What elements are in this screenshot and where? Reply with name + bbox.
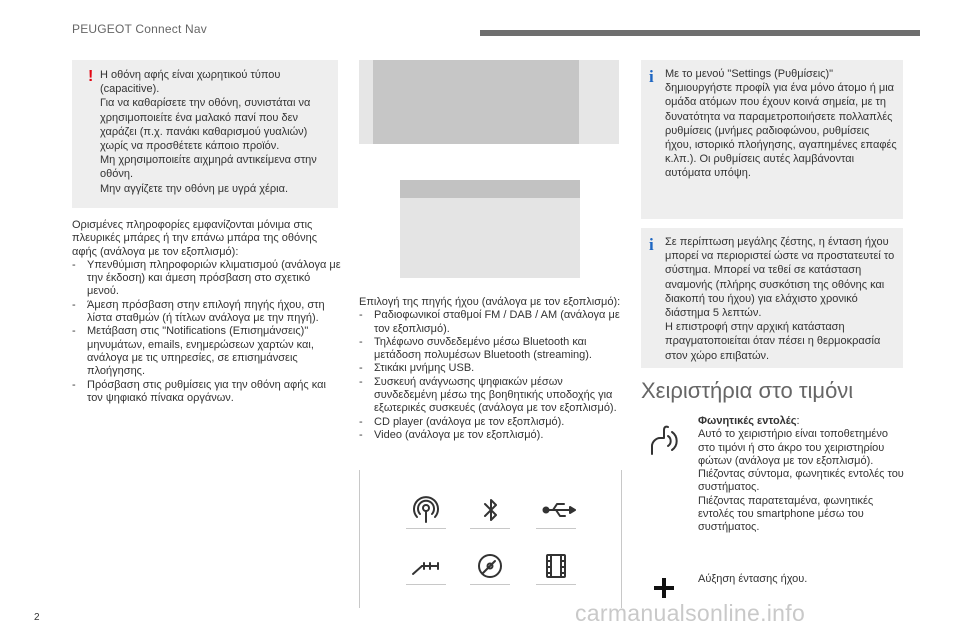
voice-command-icon — [648, 424, 684, 456]
source-icons-panel — [359, 470, 622, 608]
page-number: 2 — [34, 612, 40, 623]
screen-top-bar — [400, 180, 580, 198]
exclamation-icon: ! — [88, 68, 94, 85]
video-film-icon — [544, 552, 568, 580]
middle-column — [359, 296, 621, 442]
list-item: - Στικάκι μνήμης USB. — [359, 362, 621, 375]
icon-underline — [536, 528, 576, 529]
list-item: - Άμεση πρόσβαση στην επιλογή πηγής ήχου, στη λίστα σταθμών (ή τίτλων ανάλογα με την πηγή). — [72, 299, 342, 326]
left-intro: Ορισμένες πληροφορίες εμφανίζονται μόνιμα στις πλευρικές μπάρες ή την επάνω μπάρα της οθόνης αφής (ανάλογα με τον εξοπλισμό): — [72, 219, 318, 258]
screen-illustration-middle — [400, 180, 580, 278]
radio-antenna-icon — [412, 496, 440, 524]
cd-disc-icon — [476, 552, 504, 580]
icon-underline — [470, 584, 510, 585]
middle-intro: Επιλογή της πηγής ήχου (ανάλογα με τον εξοπλισμό): — [359, 296, 621, 308]
warning-text: Η οθόνη αφής είναι χωρητικού τύπου (capacitive). Για να καθαρίσετε την οθόνη, συνιστάται να χρησιμοποιείτε ένα μαλακό πανί που δεν χαράζει (π.χ. πανάκι καθαρισμού γυαλιών) χωρίς να προσθέτετε κάποιο προϊόν. Μη χρησιμοποιείτε αιχμηρά αντικείμενα στην οθόνη. Μην αγγίζετε την οθόνη με υγρά χέρια. — [100, 69, 317, 195]
warning-box — [72, 60, 338, 208]
section-title: Χειριστήρια στο τιμόνι — [641, 378, 854, 403]
info-text-heat: Σε περίπτωση μεγάλης ζέστης, η ένταση ήχου μπορεί να περιοριστεί ώστε να προστατευτεί το σύστημα. Μπορεί να τεθεί σε κατάσταση αναμονής (πλήρης συσκότιση της οθόνης και διακοπή του ήχου) για ελάχιστο χρονικό διάστημα 5 λεπτών. Η επιστροφή στην αρχική κατάσταση πραγματοποιείται όταν πέσει η θερμοκρασία στον χώρο επιβατών. — [665, 236, 895, 362]
aux-jack-icon — [410, 554, 442, 578]
list-item: - Video (ανάλογα με τον εξοπλισμό). — [359, 429, 621, 442]
list-item: - Πρόσβαση στις ρυθμίσεις για την οθόνη αφής και τον ψηφιακό πίνακα οργάνων. — [72, 379, 342, 406]
info-box-heat — [641, 228, 903, 368]
volume-up-text: Αύξηση έντασης ήχου. — [698, 573, 808, 585]
plus-icon — [652, 576, 676, 600]
list-item: - Μετάβαση στις "Notifications (Επισημάνσεις)" μηνυμάτων, emails, ενημερώσεων χαρτών και, ανάλογα με τις υπηρεσίες, σε επισημάνσεις πλοήγησης. — [72, 325, 342, 378]
screen-illustration-top — [359, 60, 619, 144]
info-text-settings: Με το μενού "Settings (Ρυθμίσεις)" δημιουργήστε προφίλ για ένα μόνο άτομο ή μια ομάδα ατόμων που έχουν κοινά σημεία, με τη δυνατότητα να παραμετροποιήσετε πολλαπλές ρυθμίσεις (μνήμες ραδιοφώνου, ρυθμίσεις ήχου, ιστορικό πλοήγησης, αγαπημένες επαφές κ.λπ.). Οι ρυθμίσεις αυτές λαμβάνονται αυτόματα υπόψη. — [665, 68, 897, 180]
bluetooth-icon — [480, 496, 502, 524]
list-item: - Υπενθύμιση πληροφοριών κλιματισμού (ανάλογα με την έκδοση) και άμεση πρόσβαση στο σχετικό μενού. — [72, 259, 342, 299]
watermark: carmanualsonline.info — [575, 600, 806, 626]
usb-icon — [542, 500, 576, 520]
voice-command-title-colon: : — [796, 415, 800, 427]
info-icon: i — [649, 235, 654, 254]
list-item: - CD player (ανάλογα με τον εξοπλισμό). — [359, 416, 621, 429]
screen-area — [373, 60, 579, 144]
voice-command-heading — [698, 415, 908, 428]
icon-underline — [470, 528, 510, 529]
header-bar — [480, 30, 920, 36]
info-box-settings — [641, 60, 903, 219]
list-item: - Συσκευή ανάγνωσης ψηφιακών μέσων συνδεδεμένη μέσω της βοηθητικής υποδοχής για εξωτερικές συσκευές (ανάλογα με τον εξοπλισμό). — [359, 376, 621, 416]
list-item: - Τηλέφωνο συνδεδεμένο μέσω Bluetooth και μετάδοση πολυμέσων Bluetooth (streaming). — [359, 336, 621, 363]
voice-command-description — [698, 415, 908, 535]
icon-underline — [536, 584, 576, 585]
icon-underline — [406, 584, 446, 585]
list-item: - Ραδιοφωνικοί σταθμοί FM / DAB / AM (ανάλογα με τον εξοπλισμό). — [359, 309, 621, 336]
voice-command-title: Φωνητικές εντολές — [698, 415, 797, 427]
voice-command-text: Αυτό το χειριστήριο είναι τοποθετημένο στο τιμόνι ή στο άκρο του χειριστηρίου φώτων (ανάλογα με τον εξοπλισμό). Πιέζοντας σύντομα, φωνητικές εντολές του συστήματος. Πιέζοντας παρατεταμένα, φωνητικές εντολές του smartphone μέσω του συστήματος. — [698, 428, 904, 534]
left-column — [72, 219, 342, 405]
info-icon: i — [649, 67, 654, 86]
manual-header-title: PEUGEOT Connect Nav — [72, 22, 207, 36]
icon-underline — [406, 528, 446, 529]
